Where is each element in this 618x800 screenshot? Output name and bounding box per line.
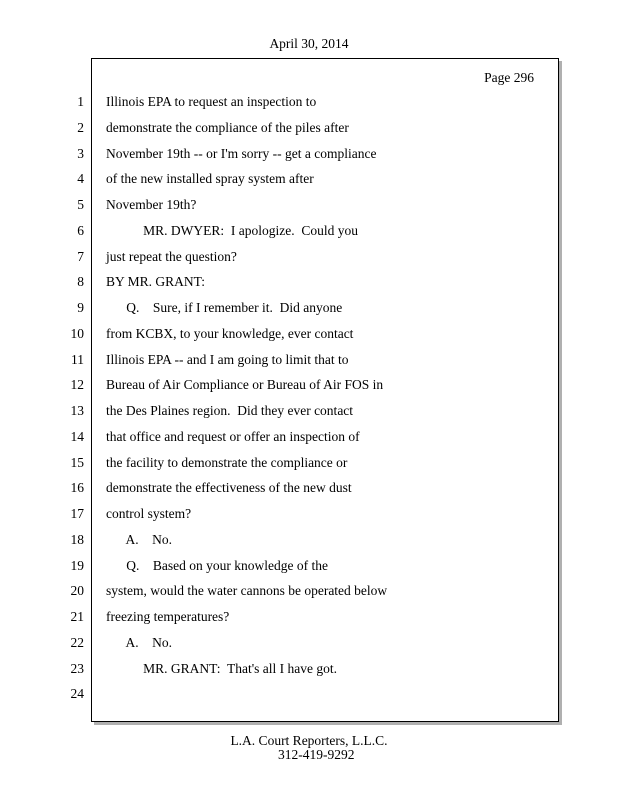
line-text: demonstrate the effectiveness of the new dust (106, 480, 352, 496)
line-text: the Des Plaines region. Did they ever contact (106, 403, 354, 418)
line-text: A. No. (106, 531, 173, 547)
transcript-line (0, 527, 618, 553)
line-text: Q. Sure, if I remember it. Did anyone (106, 300, 343, 315)
transcript-line (0, 244, 618, 270)
header-date: April 30, 2014 (269, 36, 349, 51)
line-text: BY MR. GRANT: (106, 274, 205, 290)
transcript-line (0, 656, 618, 682)
transcript-line (0, 321, 618, 347)
line-number: 9 (77, 300, 84, 315)
line-number: 1 (77, 94, 84, 109)
line-number: 6 (77, 222, 84, 238)
line-text: Bureau of Air Compliance or Bureau of Air FOS in (106, 377, 384, 393)
line-number: 4 (77, 171, 84, 187)
line-number: 10 (70, 325, 84, 341)
line-number: 12 (70, 377, 84, 393)
line-number: 2 (77, 119, 84, 135)
transcript-line (0, 218, 618, 244)
line-number: 8 (77, 274, 84, 290)
transcript-line (0, 269, 618, 295)
footer-company: L.A. Court Reporters, L.L.C. (230, 733, 388, 748)
line-number: 17 (70, 506, 84, 521)
line-number: 24 (70, 686, 84, 702)
line-number: 14 (70, 428, 84, 444)
line-text: A. No. (106, 634, 173, 650)
transcript-line (0, 295, 618, 321)
line-number: 18 (70, 531, 84, 547)
line-text: control system? (106, 506, 192, 521)
line-text: November 19th? (106, 197, 197, 212)
line-number: 19 (70, 557, 84, 573)
transcript-line (0, 681, 618, 707)
line-number: 3 (77, 145, 84, 161)
transcript-line (0, 192, 618, 218)
transcript-line (0, 553, 618, 579)
transcript-line (0, 475, 618, 501)
line-text: system, would the water cannons be operated below (106, 583, 388, 599)
transcript-line (0, 604, 618, 630)
line-text: the facility to demonstrate the compliance or (106, 454, 348, 470)
line-number: 21 (70, 609, 84, 624)
line-number: 11 (71, 351, 84, 367)
line-text: Illinois EPA -- and I am going to limit that to (106, 351, 349, 367)
line-text: from KCBX, to your knowledge, ever contact (106, 325, 354, 341)
line-text: just repeat the question? (106, 248, 237, 264)
line-number: 16 (70, 480, 84, 496)
line-text: demonstrate the compliance of the piles after (106, 119, 349, 135)
transcript-line (0, 166, 618, 192)
transcript-line (0, 424, 618, 450)
transcript-line (0, 630, 618, 656)
line-number: 20 (70, 583, 84, 599)
line-text: freezing temperatures? (106, 609, 230, 624)
transcript-line (0, 115, 618, 141)
line-number: 15 (70, 454, 84, 470)
transcript-line (0, 501, 618, 527)
line-number: 22 (70, 634, 84, 650)
footer-phone: 312-419-9292 (278, 747, 355, 762)
line-number: 5 (77, 197, 84, 212)
transcript-line (0, 398, 618, 424)
line-text: of the new installed spray system after (106, 171, 314, 187)
transcript-line (0, 89, 618, 115)
line-text: Q. Based on your knowledge of the (106, 557, 328, 573)
line-text: MR. DWYER: I apologize. Could you (106, 222, 358, 238)
page-number: Page 296 (484, 70, 534, 85)
transcript-line (0, 450, 618, 476)
transcript-lines (0, 89, 618, 707)
line-number: 13 (70, 403, 84, 418)
transcript-line (0, 578, 618, 604)
line-number: 7 (77, 248, 84, 264)
transcript-line (0, 347, 618, 373)
transcript-line (0, 141, 618, 167)
line-text: Illinois EPA to request an inspection to (106, 94, 317, 109)
line-text: that office and request or offer an inspection of (106, 428, 360, 444)
transcript-line (0, 372, 618, 398)
line-number: 23 (70, 660, 84, 676)
line-text: November 19th -- or I'm sorry -- get a compliance (106, 145, 377, 161)
line-text: MR. GRANT: That's all I have got. (106, 660, 337, 676)
